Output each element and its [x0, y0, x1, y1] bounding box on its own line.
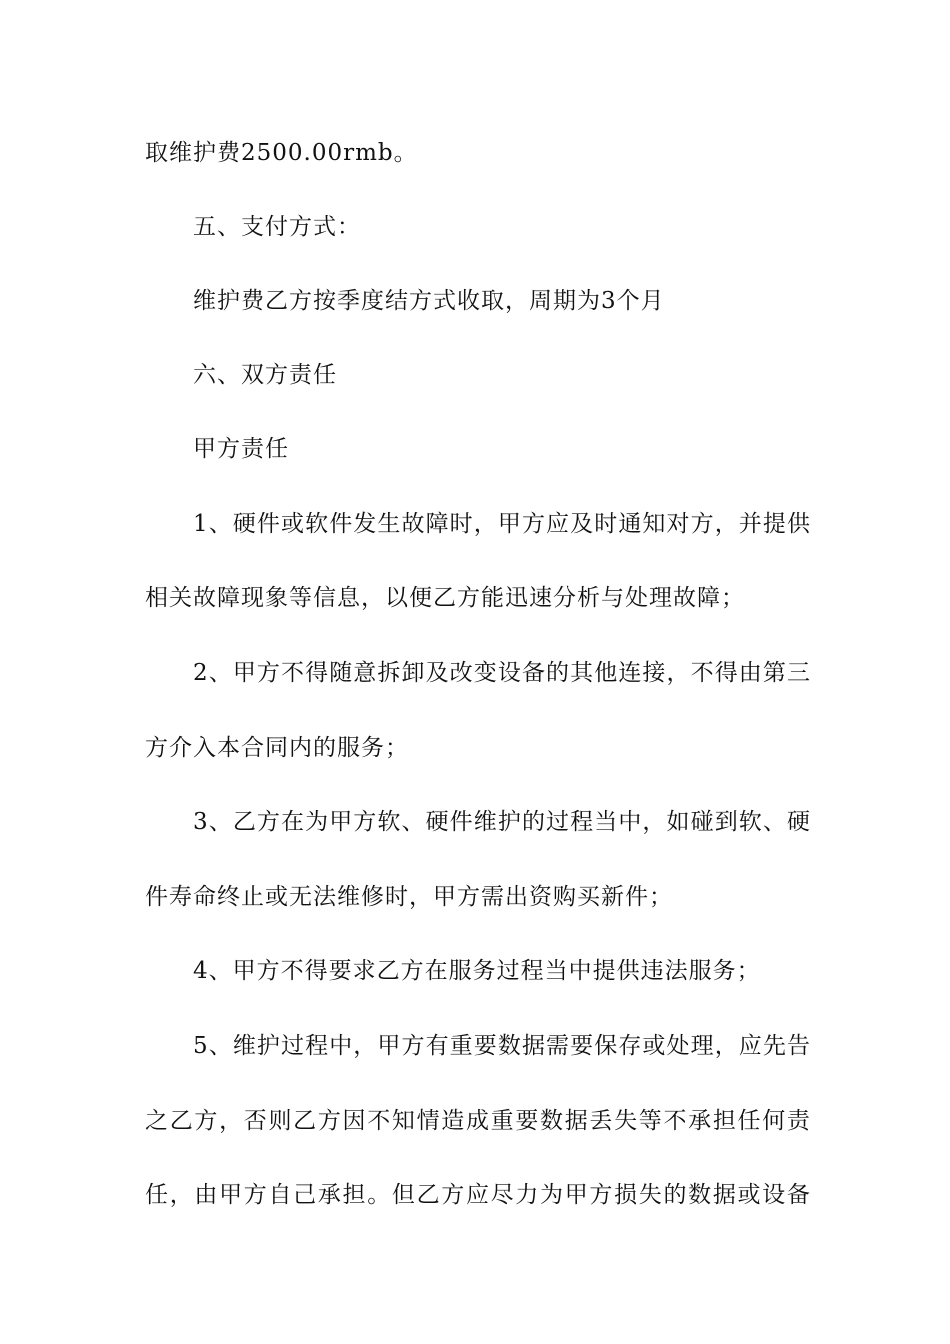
paragraph-line-continuation-fee: 取维护费2500.00rmb。 [145, 140, 418, 166]
subheading-party-a-responsibilities: 甲方责任 [193, 436, 289, 462]
paragraph-line-item-5: 5 、 维 护 过 程 中 ， 甲 方 有 重 要 数 据 需 要 保 存 或 处 理 ， 应 先 告 [193, 1033, 810, 1059]
paragraph-line-item-3: 3 、 乙 方 在 为 甲 方 软 、 硬 件 维 护 的 过 程 当 中 ， 如 碰 到 软 、 硬 [193, 809, 810, 835]
paragraph-line-item-3-continued: 件寿命终止或无法维修时，甲方需出资购买新件； [145, 884, 673, 910]
paragraph-line-item-5-continued-2: 任 ， 由 甲 方 自 己 承 担 。 但 乙 方 应 尽 力 为 甲 方 损 失 的 数 据 或 设 备 [145, 1182, 810, 1208]
section-heading-responsibilities: 六、双方责任 [193, 362, 337, 388]
paragraph-line-item-5-continued: 之 乙 方 ， 否 则 乙 方 因 不 知 情 造 成 重 要 数 据 丢 失 等 不 承 担 任 何 责 [145, 1108, 810, 1134]
paragraph-line-item-4: 4、甲方不得要求乙方在服务过程当中提供违法服务； [193, 958, 761, 984]
section-heading-payment-method: 五、支付方式： [193, 214, 361, 240]
paragraph-line-item-2-continued: 方介入本合同内的服务； [145, 735, 409, 761]
paragraph-line-item-2: 2 、 甲 方 不 得 随 意 拆 卸 及 改 变 设 备 的 其 他 连 接 ， 不 得 由 第 三 [193, 660, 810, 686]
paragraph-line-item-1: 1 、 硬 件 或 软 件 发 生 故 障 时 ， 甲 方 应 及 时 通 知 对 方 ， 并 提 供 [193, 511, 810, 537]
paragraph-line-item-1-continued: 相关故障现象等信息，以便乙方能迅速分析与处理故障； [145, 585, 745, 611]
paragraph-line-payment-terms: 维护费乙方按季度结方式收取，周期为3个月 [193, 288, 665, 314]
